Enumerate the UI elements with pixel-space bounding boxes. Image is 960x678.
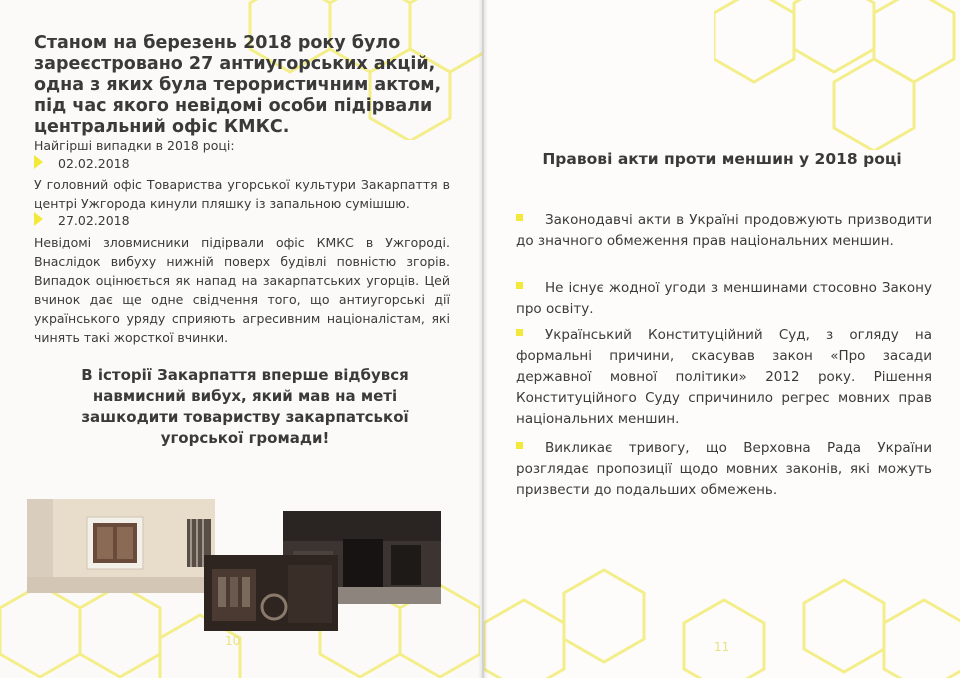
photo-burned-interior xyxy=(204,555,338,631)
list-item xyxy=(516,438,932,501)
callout-statement: В історії Закарпаття вперше відбувся навмисний вибух, який мав на меті зашкодити товариству закарпатської угорської громади! xyxy=(81,366,409,447)
list-item-text: Викликає тривогу, що Верховна Рада України розглядає пропозиції щодо мовних законів, які можуть призвести до подальших обмежень. xyxy=(516,440,932,498)
list-item xyxy=(516,278,932,320)
case-description: У головний офіс Товариства угорської культури Закарпаття в центрі Ужгорода кинули пляшку із запальною сумішшю. xyxy=(34,177,450,211)
photo-building-facade xyxy=(27,499,215,593)
case-date: 02.02.2018 xyxy=(58,156,130,171)
bullet-square-icon xyxy=(516,329,523,336)
hexagon-pattern-top xyxy=(714,0,960,150)
bullet-square-icon xyxy=(516,442,523,449)
section-title: Правові акти проти меншин у 2018 році xyxy=(542,150,902,168)
list-item-text: Законодавчі акти в Україні продовжують призводити до значного обмеження прав національних меншин. xyxy=(516,212,932,249)
bullet-square-icon xyxy=(516,214,523,221)
list-item xyxy=(516,325,932,430)
bullet-marker-icon xyxy=(34,155,43,169)
worst-cases-heading: Найгірші випадки в 2018 році: xyxy=(34,138,235,153)
page-number: 10 xyxy=(225,634,241,648)
list-item xyxy=(516,210,932,252)
case-description: Невідомі зловмисники підірвали офіс КМКС в Ужгороді. Внаслідок вибуху нижній поверх будівлі повністю згорів. Випадок оцінюється як напад на закарпатських угорців. Цей вчинок дає ще одне свідчення того, що антиугорські дії українського уряду сприяють агресивним націоналістам, які чинять такі жорсткої вчинки. xyxy=(34,235,450,345)
bullet-square-icon xyxy=(516,282,523,289)
lead-statement: Станом на березень 2018 року було зареєстровано 27 антиугорських акцій, одна з яких була терористичним актом, під час якого невідомі особи підірвали центральний офіс КМКС. xyxy=(34,33,442,137)
case-date: 27.02.2018 xyxy=(58,213,130,228)
hexagon-pattern-bottom xyxy=(484,560,960,678)
list-item-text: Український Конституційний Суд, з огляду на формальні причини, скасував закон «Про засади державної мовної політики» 2012 року. Рішення Конституційного Суду спричинило регрес мовних прав національних меншин. xyxy=(516,327,932,427)
bullet-marker-icon xyxy=(34,212,43,226)
book-gutter xyxy=(478,0,488,678)
list-item-text: Не існує жодної угоди з меншинами стосовно Закону про освіту. xyxy=(516,280,932,317)
right-page xyxy=(484,0,960,678)
page-number: 11 xyxy=(714,640,730,654)
